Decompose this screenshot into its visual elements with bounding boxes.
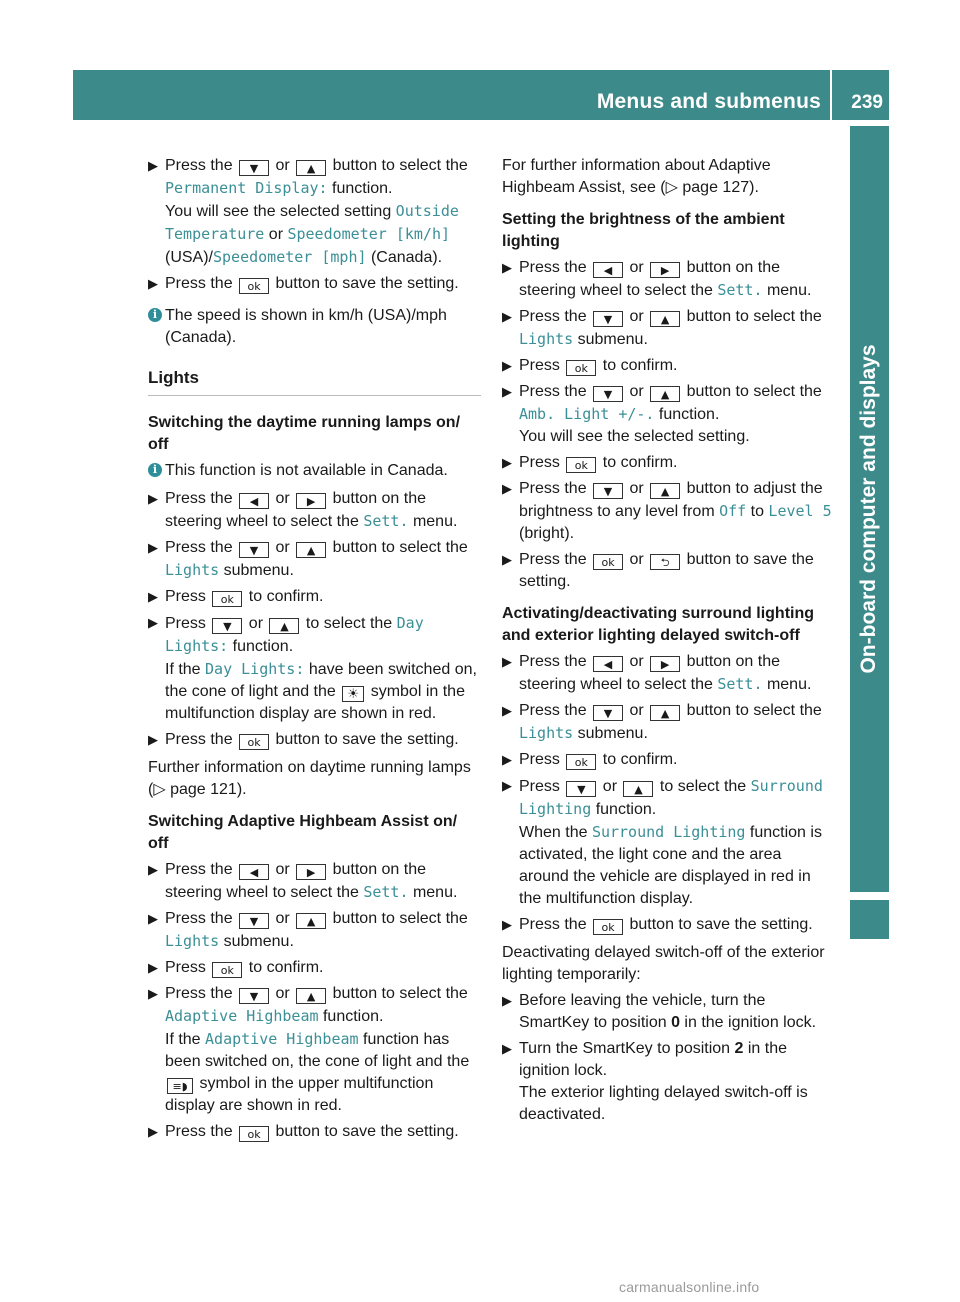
display-text: Sett. [363,512,409,530]
display-text: Adaptive Highbeam [205,1030,359,1048]
chapter-marker [850,900,889,939]
up-button-icon: ▲ [296,913,326,929]
step-arrow-icon: ▶ [148,911,165,926]
step-arrow-icon: ▶ [502,654,519,669]
step-arrow-icon: ▶ [148,1124,165,1139]
instruction-step: ▶ Press ok to confirm. [502,751,678,769]
step-arrow-icon: ▶ [502,309,519,324]
up-button-icon: ▲ [269,618,299,634]
down-button-icon: ▼ [212,618,242,634]
step-arrow-icon: ▶ [148,491,165,506]
down-button-icon: ▼ [239,988,269,1004]
step-arrow-icon: ▶ [148,862,165,877]
instruction-step: ▶ Press the ok button to save the setting. [502,916,813,934]
step-arrow-icon: ▶ [502,358,519,373]
header-divider [830,70,832,120]
back-button-icon: ⮌ [650,554,680,570]
section-heading: Lights [148,367,481,396]
instruction-step: ▶ Press the ▼ or ▲ button to select the Amb. Light +/-. function. You will see the selected setting. [502,383,822,445]
ok-button-icon: ok [212,591,242,607]
instruction-step: ▶ Press the ◀ or ▶ button on the steering wheel to select the Sett. menu. [148,861,458,901]
display-text: Surround Lighting [519,777,823,818]
instruction-step: ▶ Press the ▼ or ▲ button to select the Adaptive Highbeam function. If the Adaptive Highbeam function has been switched on, the cone of light and the ≡◗ symbol in the upper multifunction display are shown in red. [148,985,470,1114]
header-bar [73,70,889,120]
display-text: Outside Temperature [165,202,459,243]
instruction-step: ▶ Turn the SmartKey to position 2 in the ignition lock. The exterior lighting delayed switch-off is deactivated. [502,1040,808,1123]
step-arrow-icon: ▶ [148,732,165,747]
display-text: Sett. [363,883,409,901]
left-column [148,155,481,1147]
highbeam-symbol-icon: ≡◗ [167,1078,193,1094]
ok-button-icon: ok [239,278,269,294]
step-arrow-icon: ▶ [148,158,165,173]
step-arrow-icon: ▶ [502,703,519,718]
step-arrow-icon: ▶ [502,481,519,496]
down-button-icon: ▼ [593,705,623,721]
down-button-icon: ▼ [239,913,269,929]
instruction-step: ▶ Press ▼ or ▲ to select the Day Lights: function. If the Day Lights: have been switched on, the cone of light and the ☀ symbol in the multifunction display are shown in red. [148,614,477,722]
paragraph: Further information on daytime running lamps (▷ page 121). [148,759,471,798]
subheading: Switching Adaptive Highbeam Assist on/ off [148,813,458,852]
step-arrow-icon: ▶ [502,1041,519,1056]
display-text: Sett. [717,281,763,299]
subheading: Switching the daytime running lamps on/ off [148,414,461,453]
chapter-tab-label: On-board computer and displays [857,344,880,674]
right-button-icon: ▶ [296,864,326,880]
step-arrow-icon: ▶ [502,993,519,1008]
step-arrow-icon: ▶ [502,260,519,275]
step-arrow-icon: ▶ [148,986,165,1001]
display-text: Off [719,502,747,520]
subheading: Setting the brightness of the ambient lighting [502,211,785,250]
info-note: i This function is not available in Canada. [148,460,481,482]
up-button-icon: ▲ [650,311,680,327]
light-symbol-icon: ☀ [342,686,364,702]
down-button-icon: ▼ [239,160,269,176]
display-text: Surround Lighting [591,823,746,841]
right-button-icon: ▶ [650,656,680,672]
page-title: Menus and submenus [596,90,821,113]
ok-button-icon: ok [239,1126,269,1142]
ok-button-icon: ok [593,919,623,935]
chapter-tab [850,126,889,892]
up-button-icon: ▲ [650,386,680,402]
step-arrow-icon: ▶ [502,384,519,399]
step-arrow-icon: ▶ [502,917,519,932]
instruction-step: ▶ Press the ◀ or ▶ button on the steering wheel to select the Sett. menu. [148,490,458,530]
info-note: i The speed is shown in km/h (USA)/mph (Canada). [148,305,481,349]
right-button-icon: ▶ [650,262,680,278]
instruction-step: ▶ Press the ◀ or ▶ button on the steering wheel to select the Sett. menu. [502,259,812,299]
display-text: Day Lights: [205,660,305,678]
display-text: Lights [165,561,220,579]
page-number: 239 [851,92,883,113]
ok-button-icon: ok [566,360,596,376]
up-button-icon: ▲ [623,781,653,797]
down-button-icon: ▼ [239,542,269,558]
paragraph: For further information about Adaptive Highbeam Assist, see (▷ page 127). [502,157,771,196]
up-button-icon: ▲ [296,542,326,558]
display-text: Permanent Display: [165,179,328,197]
ok-button-icon: ok [566,457,596,473]
step-arrow-icon: ▶ [502,552,519,567]
step-arrow-icon: ▶ [502,455,519,470]
instruction-step: ▶ Press ok to confirm. [502,357,678,375]
display-text: Lights [165,932,220,950]
ok-button-icon: ok [212,962,242,978]
display-text: Lights [519,330,574,348]
info-icon: i [148,463,162,477]
display-text: Speedometer [mph] [213,248,367,266]
left-button-icon: ◀ [593,656,623,672]
step-arrow-icon: ▶ [148,540,165,555]
display-text: Level 5 [768,502,832,520]
instruction-step: ▶ Press the ▼ or ▲ button to select the Lights submenu. [148,539,468,579]
up-button-icon: ▲ [650,483,680,499]
instruction-step: ▶ Press the ▼ or ▲ button to select the Lights submenu. [148,910,468,950]
left-button-icon: ◀ [239,864,269,880]
left-button-icon: ◀ [239,493,269,509]
instruction-step: ▶ Press the ▼ or ▲ button to select the Permanent Display: function. You will see the selected setting Outside Temperature or Speedometer [km/h] (USA)/Speedometer [mph] (Canada). [148,157,468,266]
display-text: Speedometer [km/h] [287,225,451,243]
ok-button-icon: ok [239,734,269,750]
display-text: Lights [519,724,574,742]
ok-button-icon: ok [566,754,596,770]
right-button-icon: ▶ [296,493,326,509]
step-arrow-icon: ▶ [148,960,165,975]
step-arrow-icon: ▶ [502,778,519,793]
display-text: Day Lights: [165,614,424,655]
up-button-icon: ▲ [296,988,326,1004]
instruction-step: ▶ Press the ok or ⮌ button to save the setting. [502,551,814,590]
instruction-step: ▶ Press ▼ or ▲ to select the Surround Lighting function. When the Surround Lighting function is activated, the light cone and the area around the vehicle are displayed in red in the multifunction display. [502,777,823,907]
paragraph: Deactivating delayed switch-off of the exterior lighting temporarily: [502,944,825,983]
instruction-step: ▶ Press ok to confirm. [502,454,678,472]
instruction-step: ▶ Press the ▼ or ▲ button to adjust the brightness to any level from Off to Level 5 (bright). [502,480,832,542]
instruction-step: ▶ Press the ◀ or ▶ button on the steering wheel to select the Sett. menu. [502,653,812,693]
display-text: Adaptive Highbeam [165,1007,319,1025]
left-button-icon: ◀ [593,262,623,278]
display-text: Sett. [717,675,763,693]
right-column [502,155,835,1130]
up-button-icon: ▲ [296,160,326,176]
step-arrow-icon: ▶ [502,752,519,767]
down-button-icon: ▼ [566,781,596,797]
step-arrow-icon: ▶ [148,276,165,291]
down-button-icon: ▼ [593,311,623,327]
ok-button-icon: ok [593,554,623,570]
instruction-step: ▶ Before leaving the vehicle, turn the SmartKey to position 0 in the ignition lock. [502,992,817,1031]
down-button-icon: ▼ [593,386,623,402]
down-button-icon: ▼ [593,483,623,499]
up-button-icon: ▲ [650,705,680,721]
instruction-step: ▶ Press the ok button to save the setting. [148,275,459,293]
step-arrow-icon: ▶ [148,589,165,604]
instruction-step: ▶ Press ok to confirm. [148,959,324,977]
display-text: Amb. Light +/-. [519,405,655,423]
step-arrow-icon: ▶ [148,615,165,630]
instruction-step: ▶ Press the ▼ or ▲ button to select the Lights submenu. [502,308,822,348]
instruction-step: ▶ Press the ok button to save the setting. [148,1123,459,1141]
subheading: Activating/deactivating surround lighting and exterior lighting delayed switch-off [502,605,815,644]
instruction-step: ▶ Press ok to confirm. [148,588,324,606]
watermark: carmanualsonline.info [619,1279,760,1295]
instruction-step: ▶ Press the ok button to save the setting. [148,731,459,749]
instruction-step: ▶ Press the ▼ or ▲ button to select the Lights submenu. [502,702,822,742]
info-icon: i [148,308,162,322]
